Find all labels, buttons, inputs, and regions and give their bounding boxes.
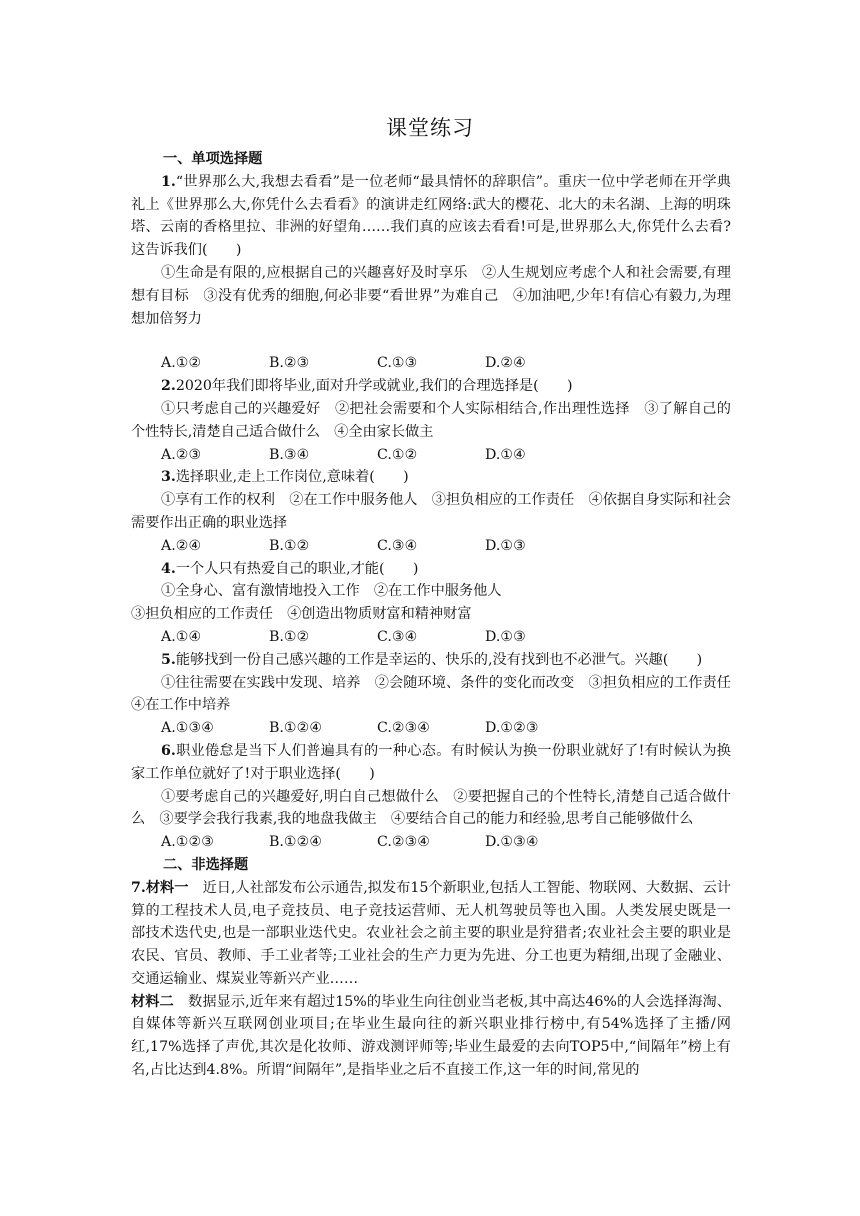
question-1-choices: [131, 352, 731, 375]
question-2-stem: [131, 375, 731, 398]
question-4-options-line-1: ①全身心、富有激情地投入工作 ②在工作中服务他人: [161, 583, 502, 600]
choice-c: C.③④: [377, 628, 418, 645]
section-heading-single-choice: 一、单项选择题: [163, 151, 263, 167]
question-3-options: ①享有工作的权利 ②在工作中服务他人 ③担负相应的工作责任 ④依据自身实际和社会需要作出正确的职业选择: [131, 492, 731, 531]
material-label: 材料二: [131, 993, 174, 1010]
question-text: 职业倦怠是当下人们普遍具有的一种心态。有时候认为换一份职业就好了!有时候认为换家工作单位就好了!对于职业选择( ): [131, 742, 731, 782]
choice-a: A.①④: [161, 628, 202, 645]
choice-c: C.②③④: [377, 834, 431, 851]
choice-b: B.①②④: [269, 834, 323, 851]
question-2-options: ①只考虑自己的兴趣爱好 ②把社会需要和个人实际相结合,作出理性选择 ③了解自己的个性特长,清楚自己适合做什么 ④全由家长做主: [131, 400, 731, 440]
choice-a: A.②③: [161, 446, 202, 463]
section-heading-non-choice: 二、非选择题: [163, 856, 249, 873]
choice-b: B.②③: [269, 355, 310, 372]
choice-b: B.③④: [269, 446, 310, 463]
question-3-stem: [131, 466, 731, 489]
question-text: “世界那么大,我想去看看”是一位老师“最具情怀的辞职信”。重庆一位中学老师在开学典礼上《世界那么大,你凭什么去看看》的演讲走红网络:武大的樱花、北大的未名湖、上海的明珠塔、云南的香格里拉、非洲的好望角……我们真的应该去看看!可是,世界那么大,你凭什么去看?这告诉我们( ): [131, 173, 731, 259]
question-text: 一个人只有热爱自己的职业,才能( ): [175, 560, 419, 577]
question-5-options: ①往往需要在实践中发现、培养 ②会随环境、条件的变化而改变 ③担负相应的工作责任 ④在工作中培养: [131, 674, 746, 714]
choice-d: D.①②③: [485, 720, 539, 737]
question-4-choices: [131, 626, 731, 649]
question-number: 2.: [161, 378, 176, 395]
question-text: 能够找到一份自己感兴趣的工作是幸运的、快乐的,没有找到也不必泄气。兴趣( ): [175, 651, 703, 668]
choice-a: A.②④: [161, 537, 202, 554]
choice-c: C.①③: [377, 355, 418, 372]
choice-d: D.①③④: [485, 834, 539, 851]
question-3-choices: [131, 535, 731, 558]
question-number: 4.: [161, 560, 176, 577]
choice-a: A.①③④: [161, 720, 214, 737]
choice-b: B.①②: [269, 537, 310, 554]
document-body: [131, 148, 746, 1082]
question-number: 3.: [161, 469, 176, 486]
choice-b: B.①②④: [269, 720, 323, 737]
question-1-stem: [131, 171, 731, 262]
question-number: 6.: [161, 742, 176, 759]
material-text: 近日,人社部发布公示通告,拟发布15个新职业,包括人工智能、物联网、大数据、云计算的工程技术人员,电子竞技员、电子竞技运营师、无人机驾驶员等也入围。人类发展史既是一部技术迭代史,也是一部职业迭代史。农业社会之前主要的职业是狩猎者;农业社会主要的职业是农民、官员、教师、手工业者等;工业社会的生产力更为先进、分工也更为精细,出现了金融业、交通运输业、煤炭业等新兴产业……: [131, 879, 731, 987]
choice-a: A.①②: [161, 355, 202, 372]
page-title: 课堂练习: [386, 116, 474, 140]
choice-d: D.①④: [485, 446, 526, 463]
choice-c: C.②③④: [377, 720, 431, 737]
choice-b: B.①②: [269, 628, 310, 645]
spacer: [131, 330, 731, 352]
question-2-choices: [131, 444, 731, 467]
question-number: 1.: [161, 173, 176, 190]
question-6-choices: [131, 831, 731, 854]
question-4-stem: [131, 558, 731, 581]
choice-d: D.②④: [485, 355, 526, 372]
choice-c: C.①②: [377, 446, 418, 463]
question-5-choices: [131, 717, 731, 740]
question-text: 2020年我们即将毕业,面对升学或就业,我们的合理选择是( ): [175, 378, 573, 395]
question-1-options: ①生命是有限的,应根据自己的兴趣喜好及时享乐 ②人生规划应考虑个人和社会需要,有理想有目标 ③没有优秀的细胞,何必非要“看世界”为难自己 ④加油吧,少年!有信心有毅力,为理想加倍努力: [131, 264, 731, 327]
question-6-stem: [131, 740, 731, 786]
question-6-options: ①要考虑自己的兴趣爱好,明白自己想做什么 ②要把握自己的个性特长,清楚自己适合做什么 ③要学会我行我素,我的地盘我做主 ④要结合自己的能力和经验,思考自己能够做什么: [131, 788, 731, 828]
question-4-options-line-2: ③担负相应的工作责任 ④创造出物质财富和精神财富: [131, 606, 472, 623]
question-number: 7.: [131, 879, 146, 896]
question-number: 5.: [161, 651, 176, 668]
question-text: 选择职业,走上工作岗位,意味着( ): [175, 469, 409, 486]
material-label: 材料一: [145, 879, 189, 896]
material-text: 数据显示,近年来有超过15%的毕业生向往创业当老板,其中高达46%的人会选择海淘、自媒体等新兴互联网创业项目;在毕业生最向往的新兴职业排行榜中,有54%选择了主播/网红,17%选择了声优,其次是化妆师、游戏测评师等;毕业生最爱的去向TOP5中,“间隔年”榜上有名,占比达到4.8%。所谓“间隔年”,是指毕业之后不直接工作,这一年的时间,常见的: [131, 993, 731, 1079]
choice-c: C.③④: [377, 537, 418, 554]
choice-d: D.①③: [485, 537, 526, 554]
question-5-stem: [131, 649, 731, 672]
question-7-material-1: [131, 877, 731, 991]
question-7-material-2: [131, 991, 731, 1082]
choice-d: D.①③: [485, 628, 526, 645]
choice-a: A.①②③: [161, 834, 214, 851]
